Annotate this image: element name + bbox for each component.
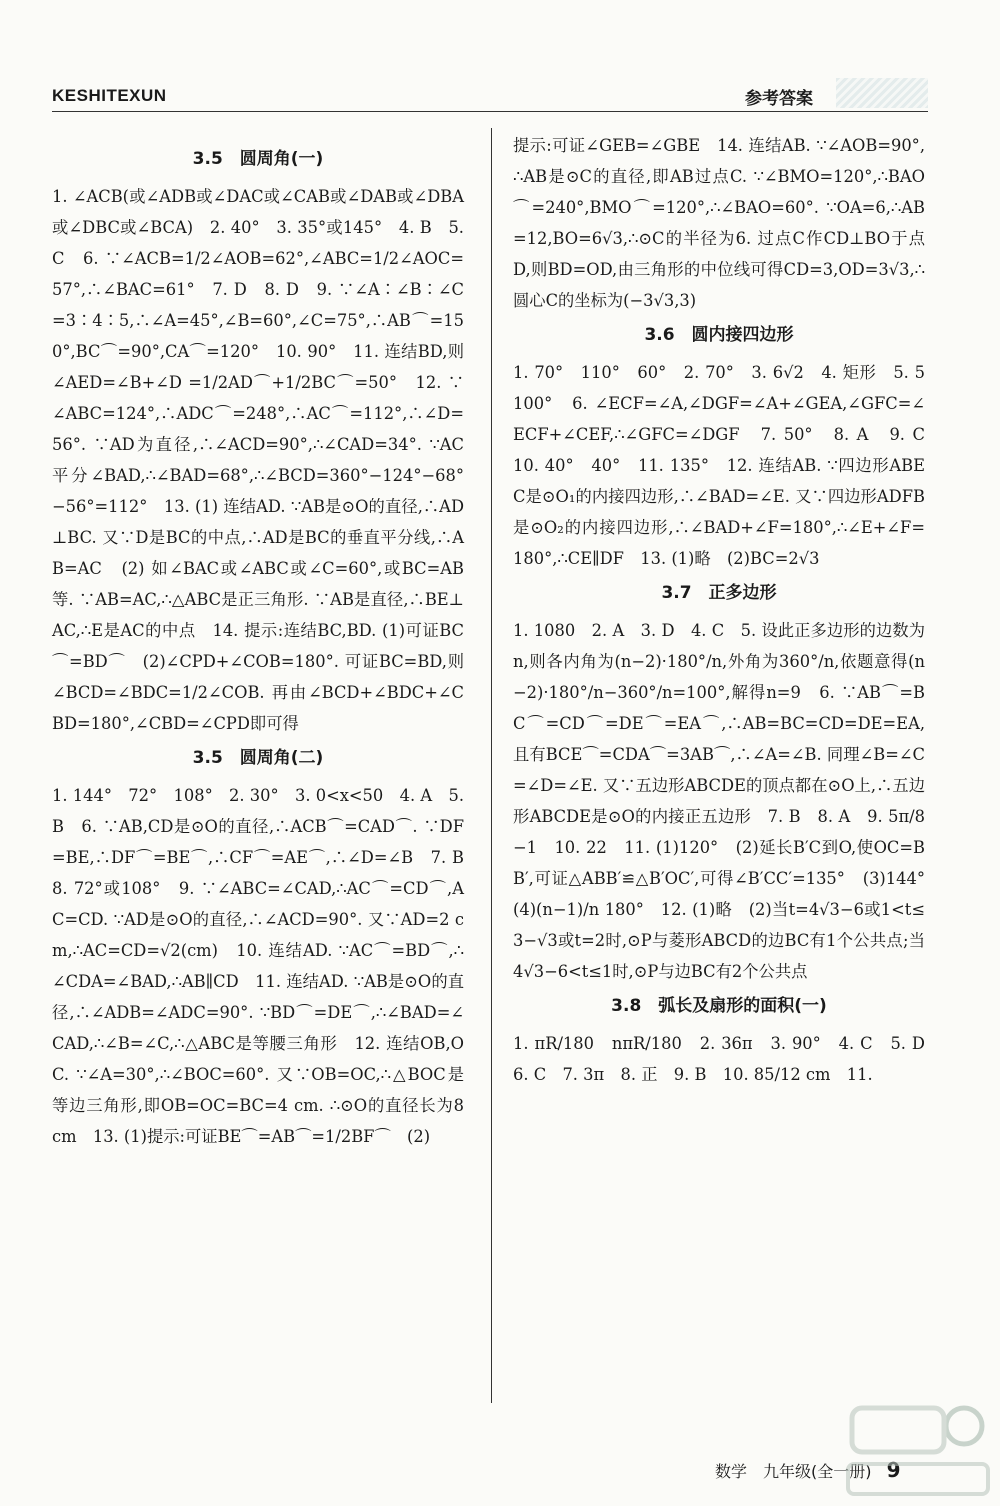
header-rule (52, 111, 928, 112)
answer-paragraph: 1. πR/180 nπR/180 2. 36π 3. 90° 4. C 5. D 6. C 7. 3π 8. 正 9. B 10. 85/12 cm 11. (513, 1034, 942, 1084)
brand-label: KESHITEXUN (52, 86, 167, 105)
section-title: 3.8 弧长及扇形的面积(一) (611, 996, 827, 1016)
section-title: 3.7 正多边形 (661, 583, 777, 603)
right-column (513, 130, 942, 1090)
left-column (52, 140, 481, 1152)
answer-paragraph: 提示:可证∠GEB=∠GBE 14. 连结AB. ∵∠AOB=90°,∴AB是⊙C的直径,即AB过点C. ∵∠BMO=120°,∴BAO⌒=240°,BMO⌒=120°,∴∠BAO=60°. ∵OA=6,∴AB=12,BO=6√3,∴⊙C的半径为6. 过点C作CD⊥BO于点D,则BD=OD,由三角形的中位线可得CD=3,OD=3√3,∴圆心C的坐标为(−3√3,3) (513, 136, 925, 310)
page-number: 9 (886, 1458, 901, 1482)
answer-paragraph: 1. ∠ACB(或∠ADB或∠DAC或∠CAB或∠DAB或∠DBA或∠DBC或∠BCA) 2. 40° 3. 35°或145° 4. B 5. C 6. ∵∠ACB=1/2∠AOB=62°,∠ABC=1/2∠AOC=57°,∴∠BAC=61° 7. D 8. D 9. ∵∠A∶∠B∶∠C=3∶4∶5,∴∠A=45°,∠B=60°,∠C=75°,∴AB⌒=150°,BC⌒=90°,CA⌒=120° 10. 90° 11. 连结BD,则∠AED=∠B+∠D =1/2AD⌒+1/2BC⌒=50° 12. ∵∠ABC=124°,∴ADC⌒=248°,∴AC⌒=112°,∴∠D=56°. ∵AD为直径,∴∠ACD=90°,∴∠CAD=34°. ∵AC平分∠BAD,∴∠BAD=68°,∴∠BCD=360°−124°−68°−56°=112° 13. (1) 连结AD. ∵AB是⊙O的直径,∴AD⊥BC. 又∵D是BC的中点,∴AD是BC的垂直平分线,∴AB=AC (2) 如∠BAC或∠ABC或∠C=60°,或BC=AB等. ∵AB=AC,∴△ABC是正三角形. ∵AB是直径,∴BE⊥AC,∴E是AC的中点 14. 提示:连结BC,BD. (1)可证BC⌒=BD⌒ (2)∠CPD+∠COB=180°. 可证BC=BD,则∠BCD=∠BDC=1/2∠COB. 再由∠BCD+∠BDC+∠CBD=180°,∠CBD=∠CPD即可得 (52, 187, 464, 733)
section-title: 3.5 圆周角(二) (192, 748, 324, 768)
footer-subject: 数学 九年级(全一册) (715, 1462, 872, 1481)
section-label: 参考答案 (745, 89, 813, 109)
section-title: 3.6 圆内接四边形 (644, 325, 794, 345)
section-title: 3.5 圆周角(一) (192, 149, 324, 169)
column-divider (491, 128, 492, 1403)
answer-paragraph: 1. 1080 2. A 3. D 4. C 5. 设此正多边形的边数为n,则各内角为(n−2)·180°/n,外角为360°/n,依题意得(n−2)·180°/n−360°/n=100°,解得n=9 6. ∵AB⌒=BC⌒=CD⌒=DE⌒=EA⌒,∴AB=BC=CD=DE=EA,且有BCE⌒=CDA⌒=3AB⌒,∴∠A=∠B. 同理∠B=∠C=∠D=∠E. 又∵五边形ABCDE的顶点都在⊙O上,∴五边形ABCDE是⊙O的内接正五边形 7. B 8. A 9. 5π/8−1 10. 22 11. (1)120° (2)延长B′C到O,使OC=BB′,可证△ABB′≌△B′OC′,可得∠B′CC′=135° (3)144° (4)(n−1)/n 180° 12. (1)略 (2)当t=4√3−6或1<t≤3−√3或t=2时,⊙P与菱形ABCD的边BC有1个公共点;当4√3−6<t≤1时,⊙P与边BC有2个公共点 (513, 621, 942, 981)
header-decoration (836, 78, 928, 108)
answer-paragraph: 1. 144° 72° 108° 2. 30° 3. 0<x<50 4. A 5. B 6. ∵AB,CD是⊙O的直径,∴ACB⌒=CAD⌒. ∵DF=BE,∴DF⌒=BE⌒,∴CF⌒=AE⌒,∴∠D=∠B 7. B 8. 72°或108° 9. ∵∠ABC=∠CAD,∴AC⌒=CD⌒,AC=CD. ∵AD是⊙O的直径,∴∠ACD=90°. 又∵AD=2 cm,∴AC=CD=√2(cm) 10. 连结AD. ∵AC⌒=BD⌒,∴∠CDA=∠BAD,∴AB∥CD 11. 连结AD. ∵AB是⊙O的直径,∴∠ADB=∠ADC=90°. ∵BD⌒=DE⌒,∴∠BAD=∠CAD,∴∠B=∠C,∴△ABC是等腰三角形 12. 连结OB,OC. ∵∠A=30°,∴∠BOC=60°. 又∵OB=OC,∴△BOC是等边三角形,即OB=OC=BC=4 cm. ∴⊙O的直径长为8 cm 13. (1)提示:可证BE⌒=AB⌒=1/2BF⌒ (2) (52, 786, 481, 1146)
watermark-logo-icon (842, 1398, 992, 1502)
answer-paragraph: 1. 70° 110° 60° 2. 70° 3. 6√2 4. 矩形 5. 5 100° 6. ∠ECF=∠A,∠DGF=∠A+∠GEA,∠GFC=∠ECF+∠CEF,∴∠GFC=∠DGF 7. 50° 8. A 9. C 10. 40° 40° 11. 135° 12. 连结AB. ∵四边形ABEC是⊙O₁的内接四边形,∴∠BAD=∠E. 又∵四边形ADFB是⊙O₂的内接四边形,∴∠BAD+∠F=180°,∴∠E+∠F=180°,∴CE∥DF 13. (1)略 (2)BC=2√3 (513, 363, 942, 568)
